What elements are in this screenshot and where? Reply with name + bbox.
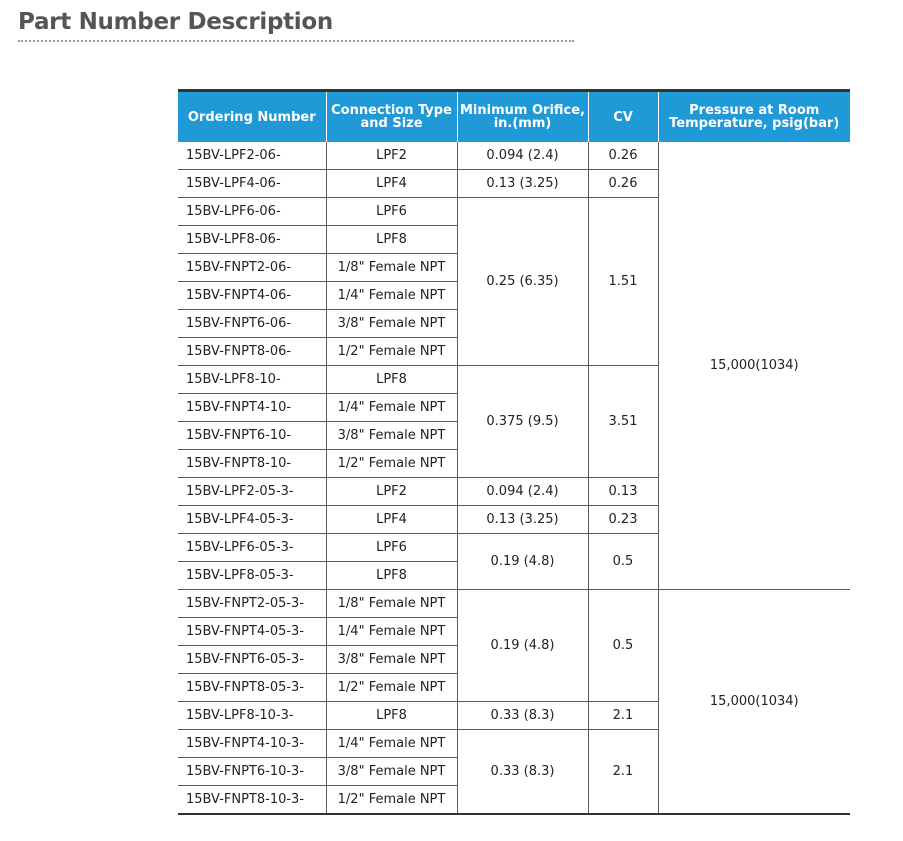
connection-type-cell: LPF8	[326, 226, 457, 254]
minimum-orifice-cell: 0.33 (8.3)	[457, 730, 588, 815]
minimum-orifice-cell: 0.375 (9.5)	[457, 366, 588, 478]
ordering-number-cell: 15BV-LPF6-05-3-	[178, 534, 326, 562]
header-ordering-number: Ordering Number	[178, 91, 326, 143]
cv-cell: 0.13	[588, 478, 658, 506]
cv-cell: 3.51	[588, 366, 658, 478]
title-dotted-underline	[18, 40, 574, 42]
ordering-number-cell: 15BV-LPF2-06-	[178, 142, 326, 170]
ordering-number-cell: 15BV-FNPT4-05-3-	[178, 618, 326, 646]
cv-cell: 1.51	[588, 198, 658, 366]
ordering-number-cell: 15BV-FNPT8-10-	[178, 450, 326, 478]
connection-type-cell: 1/2" Female NPT	[326, 338, 457, 366]
ordering-number-cell: 15BV-FNPT8-05-3-	[178, 674, 326, 702]
connection-type-cell: LPF2	[326, 478, 457, 506]
connection-type-cell: 1/8" Female NPT	[326, 590, 457, 618]
connection-type-cell: 1/4" Female NPT	[326, 282, 457, 310]
minimum-orifice-cell: 0.13 (3.25)	[457, 506, 588, 534]
ordering-number-cell: 15BV-LPF8-05-3-	[178, 562, 326, 590]
minimum-orifice-cell: 0.13 (3.25)	[457, 170, 588, 198]
ordering-number-cell: 15BV-FNPT8-06-	[178, 338, 326, 366]
connection-type-cell: 1/4" Female NPT	[326, 394, 457, 422]
connection-type-cell: LPF8	[326, 366, 457, 394]
pressure-cell: 15,000(1034)	[658, 590, 850, 815]
ordering-number-cell: 15BV-LPF8-10-	[178, 366, 326, 394]
header-minimum-orifice: Minimum Orifice, in.(mm)	[457, 91, 588, 143]
ordering-number-cell: 15BV-FNPT6-10-	[178, 422, 326, 450]
ordering-number-cell: 15BV-FNPT6-10-3-	[178, 758, 326, 786]
table-row	[178, 142, 850, 170]
ordering-number-cell: 15BV-FNPT2-05-3-	[178, 590, 326, 618]
connection-type-cell: 3/8" Female NPT	[326, 758, 457, 786]
minimum-orifice-cell: 0.19 (4.8)	[457, 534, 588, 590]
cv-cell: 2.1	[588, 730, 658, 815]
connection-type-cell: 1/2" Female NPT	[326, 674, 457, 702]
minimum-orifice-cell: 0.094 (2.4)	[457, 142, 588, 170]
cv-cell: 0.5	[588, 534, 658, 590]
table-body	[178, 142, 850, 814]
ordering-number-cell: 15BV-LPF2-05-3-	[178, 478, 326, 506]
table-header-row	[178, 91, 850, 143]
table-row	[178, 590, 850, 618]
connection-type-cell: LPF4	[326, 506, 457, 534]
header-pressure: Pressure at Room Temperature, psig(bar)	[658, 91, 850, 143]
ordering-number-cell: 15BV-FNPT4-06-	[178, 282, 326, 310]
connection-type-cell: 3/8" Female NPT	[326, 646, 457, 674]
ordering-number-cell: 15BV-FNPT8-10-3-	[178, 786, 326, 815]
connection-type-cell: LPF6	[326, 198, 457, 226]
ordering-number-cell: 15BV-FNPT2-06-	[178, 254, 326, 282]
page-title: Part Number Description	[18, 9, 333, 35]
cv-cell: 2.1	[588, 702, 658, 730]
cv-cell: 0.26	[588, 142, 658, 170]
ordering-number-cell: 15BV-LPF6-06-	[178, 198, 326, 226]
ordering-number-cell: 15BV-FNPT4-10-3-	[178, 730, 326, 758]
ordering-number-cell: 15BV-FNPT6-06-	[178, 310, 326, 338]
connection-type-cell: LPF8	[326, 702, 457, 730]
minimum-orifice-cell: 0.33 (8.3)	[457, 702, 588, 730]
connection-type-cell: LPF4	[326, 170, 457, 198]
connection-type-cell: 1/4" Female NPT	[326, 618, 457, 646]
connection-type-cell: 1/4" Female NPT	[326, 730, 457, 758]
ordering-number-cell: 15BV-LPF8-06-	[178, 226, 326, 254]
minimum-orifice-cell: 0.25 (6.35)	[457, 198, 588, 366]
ordering-number-cell: 15BV-LPF4-06-	[178, 170, 326, 198]
minimum-orifice-cell: 0.094 (2.4)	[457, 478, 588, 506]
header-cv: CV	[588, 91, 658, 143]
cv-cell: 0.26	[588, 170, 658, 198]
connection-type-cell: LPF6	[326, 534, 457, 562]
header-connection-type: Connection Type and Size	[326, 91, 457, 143]
connection-type-cell: 3/8" Female NPT	[326, 310, 457, 338]
connection-type-cell: LPF8	[326, 562, 457, 590]
connection-type-cell: 3/8" Female NPT	[326, 422, 457, 450]
connection-type-cell: 1/2" Female NPT	[326, 450, 457, 478]
cv-cell: 0.23	[588, 506, 658, 534]
ordering-number-cell: 15BV-FNPT6-05-3-	[178, 646, 326, 674]
ordering-number-cell: 15BV-FNPT4-10-	[178, 394, 326, 422]
part-number-table	[178, 89, 850, 815]
connection-type-cell: 1/2" Female NPT	[326, 786, 457, 815]
ordering-number-cell: 15BV-LPF8-10-3-	[178, 702, 326, 730]
minimum-orifice-cell: 0.19 (4.8)	[457, 590, 588, 702]
ordering-number-cell: 15BV-LPF4-05-3-	[178, 506, 326, 534]
connection-type-cell: 1/8" Female NPT	[326, 254, 457, 282]
pressure-cell: 15,000(1034)	[658, 142, 850, 590]
connection-type-cell: LPF2	[326, 142, 457, 170]
cv-cell: 0.5	[588, 590, 658, 702]
